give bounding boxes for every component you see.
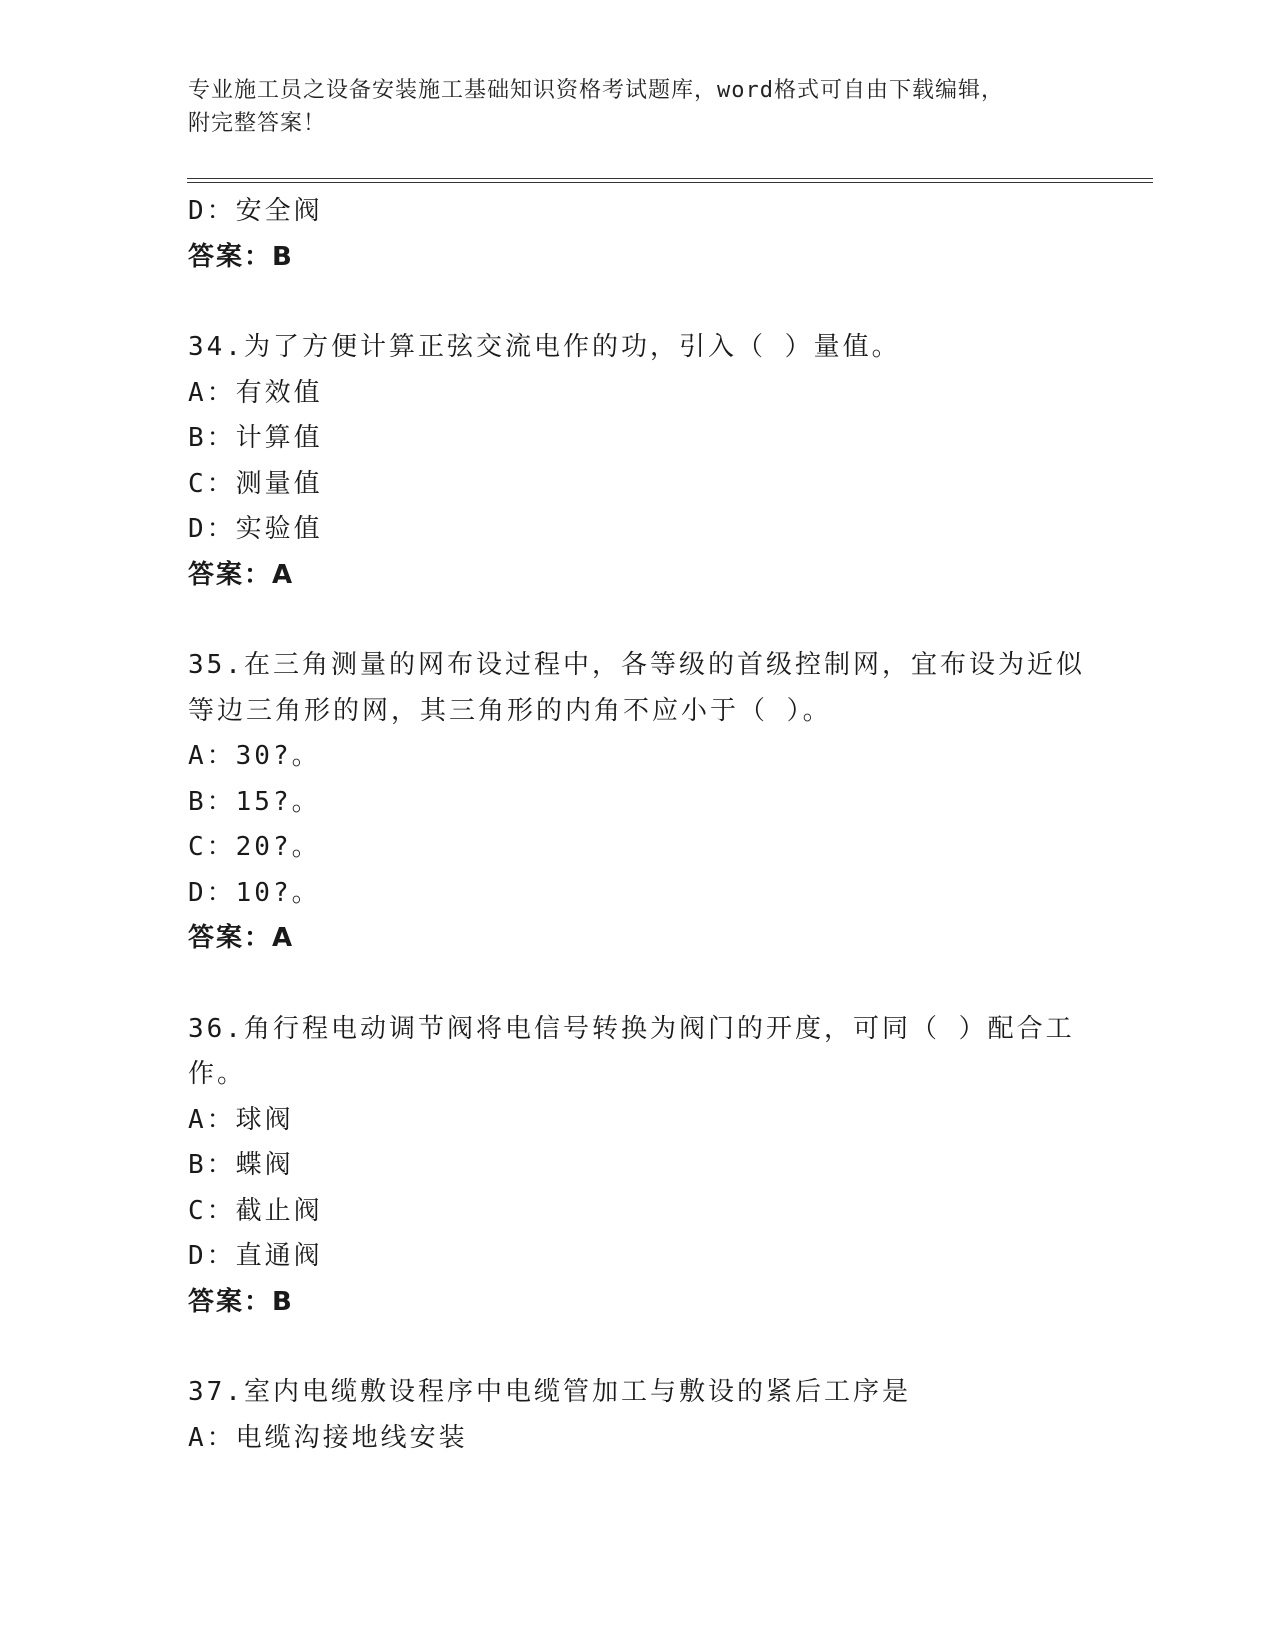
page-header [188,74,1088,140]
option-b: B：15?。 [188,786,321,817]
question-stem-continued: 等边三角形的网，其三角形的内角不应小于（ ）。 [188,695,832,726]
option-d: D：10?。 [188,877,321,908]
carryover-block [188,189,1088,280]
option-d: D：直通阀 [188,1241,323,1271]
option-b: B：计算值 [188,423,323,453]
answer-line: 答案：B [188,241,294,272]
header-divider [187,178,1153,183]
question-stem: 36.角行程电动调节阀将电信号转换为阀门的开度，可同（ ）配合工 [188,1013,1075,1044]
option-a: A：电缆沟接地线安装 [188,1422,468,1453]
option-a: A：有效值 [188,377,323,408]
question-36 [188,1007,1088,1326]
question-stem-continued: 作。 [188,1059,247,1089]
answer-line: 答案：A [188,559,295,590]
option-b: B：蝶阀 [188,1150,294,1180]
question-34 [188,325,1088,598]
question-stem: 37.室内电缆敷设程序中电缆管加工与敷设的紧后工序是 [188,1377,911,1407]
answer-line: 答案：B [188,1286,294,1317]
question-stem: 35.在三角测量的网布设过程中，各等级的首级控制网，宜布设为近似 [188,650,1085,680]
option-a: A：30?。 [188,741,321,771]
header-line-1: 专业施工员之设备安装施工基础知识资格考试题库，word格式可自由下载编辑， [188,78,1004,103]
question-stem: 34.为了方便计算正弦交流电作的功，引入（ ）量值。 [188,332,901,362]
question-list [188,189,1088,1461]
header-line-2: 附完整答案！ [188,111,327,136]
answer-line: 答案：A [188,923,295,953]
option-a: A：球阀 [188,1104,294,1135]
option-c: C：测量值 [188,468,323,499]
option-c: C：截止阀 [188,1195,323,1226]
question-37 [188,1370,1088,1461]
question-35 [188,643,1088,962]
option-d: D：安全阀 [188,196,323,226]
option-c: C：20?。 [188,832,321,862]
option-d: D：实验值 [188,514,323,544]
